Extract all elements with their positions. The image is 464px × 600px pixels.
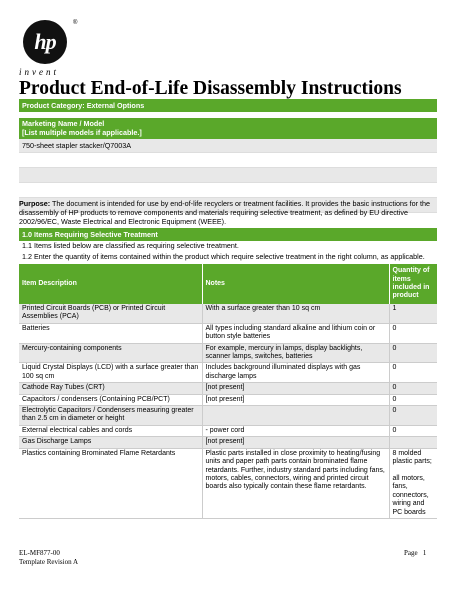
purpose-text: The document is intended for use by end-of-life recyclers or treatment facilities. It provides the basic instructions for the disassembly of HP products to remove components and materials requiring selective treatment, as defined by EU directive 2002/96/EC, Waste Electrical and Electronic Equipment (WEEE). — [19, 199, 430, 227]
table-row — [19, 448, 437, 518]
hp-logo — [19, 20, 78, 77]
table-row — [19, 343, 437, 363]
table-row — [19, 394, 437, 405]
item-description: Printed Circuit Boards (PCB) or Printed Circuit Assemblies (PCA) — [19, 304, 202, 323]
item-notes: Includes background illuminated displays with gas discharge lamps — [202, 363, 389, 383]
marketing-label: Marketing Name / Model — [22, 119, 105, 128]
item-description: Batteries — [19, 323, 202, 343]
item-description: External electrical cables and cords — [19, 425, 202, 436]
registered-mark: ® — [73, 20, 78, 26]
section-title: 1.0 Items Requiring Selective Treatment — [19, 228, 437, 241]
model-value: 750-sheet stapler stacker/Q7003A — [19, 139, 437, 153]
marketing-name-header — [19, 118, 437, 139]
col-header-item: Item Description — [19, 264, 202, 304]
template-revision: Template Revision A — [19, 558, 79, 566]
item-quantity: 0 — [389, 383, 437, 394]
item-notes: [not present] — [202, 394, 389, 405]
item-description: Cathode Ray Tubes (CRT) — [19, 383, 202, 394]
item-quantity: 0 — [389, 425, 437, 436]
table-row — [19, 383, 437, 394]
item-description: Capacitors / condensers (Containing PCB/PCT) — [19, 394, 202, 405]
item-quantity: 0 — [389, 363, 437, 383]
table-row — [19, 406, 437, 426]
table-row — [19, 323, 437, 343]
section-line-1: 1.1 Items listed below are classified as requiring selective treatment. — [22, 241, 239, 250]
page-label: Page — [404, 549, 418, 557]
logo-tagline: invent — [19, 67, 59, 77]
table-row — [19, 363, 437, 383]
hp-logo-mark: hp — [23, 20, 67, 64]
item-notes: All types including standard alkaline and lithium coin or button style batteries — [202, 323, 389, 343]
item-quantity: 1 — [389, 304, 437, 323]
empty-model-row — [19, 168, 437, 183]
table-row — [19, 437, 437, 448]
page-num: 1 — [422, 549, 427, 557]
empty-model-row — [19, 183, 437, 198]
item-notes: [not present] — [202, 383, 389, 394]
col-header-notes: Notes — [202, 264, 389, 304]
header-block — [19, 99, 437, 213]
empty-model-row — [19, 153, 437, 168]
footer-left — [19, 549, 78, 567]
purpose-label: Purpose: — [19, 199, 51, 208]
item-quantity: 0 — [389, 323, 437, 343]
doc-id: EL-MF877-00 — [19, 549, 60, 557]
item-description: Gas Discharge Lamps — [19, 437, 202, 448]
section-line-2: 1.2 Enter the quantity of items contained within the product which require selective treatment in the right column, as applicable. — [22, 251, 425, 261]
table-row — [19, 425, 437, 436]
page-title: Product End-of-Life Disassembly Instructions — [19, 78, 402, 99]
item-quantity — [389, 437, 437, 448]
section-1 — [19, 228, 437, 262]
item-description: Mercury-containing components — [19, 343, 202, 363]
item-notes: For example, mercury in lamps, display backlights, scanner lamps, switches, batteries — [202, 343, 389, 363]
item-description: Plastics containing Brominated Flame Retardants — [19, 448, 202, 518]
item-quantity: 8 molded plastic parts; all motors, fans, connectors, wiring and PC boards — [389, 448, 437, 518]
item-quantity: 0 — [389, 406, 437, 426]
item-notes: [not present] — [202, 437, 389, 448]
item-quantity: 0 — [389, 343, 437, 363]
items-table — [19, 264, 437, 519]
page-number — [404, 549, 426, 557]
purpose-paragraph — [19, 199, 437, 227]
items-table-wrap — [19, 264, 437, 519]
table-row — [19, 304, 437, 323]
item-description: Liquid Crystal Displays (LCD) with a surface greater than 100 sq cm — [19, 363, 202, 383]
item-notes: With a surface greater than 10 sq cm — [202, 304, 389, 323]
item-notes — [202, 406, 389, 426]
col-header-quantity: Quantity of items included in product — [389, 264, 437, 304]
item-notes: - power cord — [202, 425, 389, 436]
product-category: Product Category: External Options — [19, 99, 437, 112]
item-description: Electrolytic Capacitors / Condensers measuring greater than 2.5 cm in diameter or height — [19, 406, 202, 426]
marketing-hint: [List multiple models if applicable.] — [22, 127, 142, 137]
item-quantity: 0 — [389, 394, 437, 405]
item-notes: Plastic parts installed in close proximity to heating/fusing units and paper path parts contain brominated flame retardants. Further, industry standard parts including fans, motors, cables, connectors, wiring and printed circuit boards also typically contain these flame retardants. — [202, 448, 389, 518]
